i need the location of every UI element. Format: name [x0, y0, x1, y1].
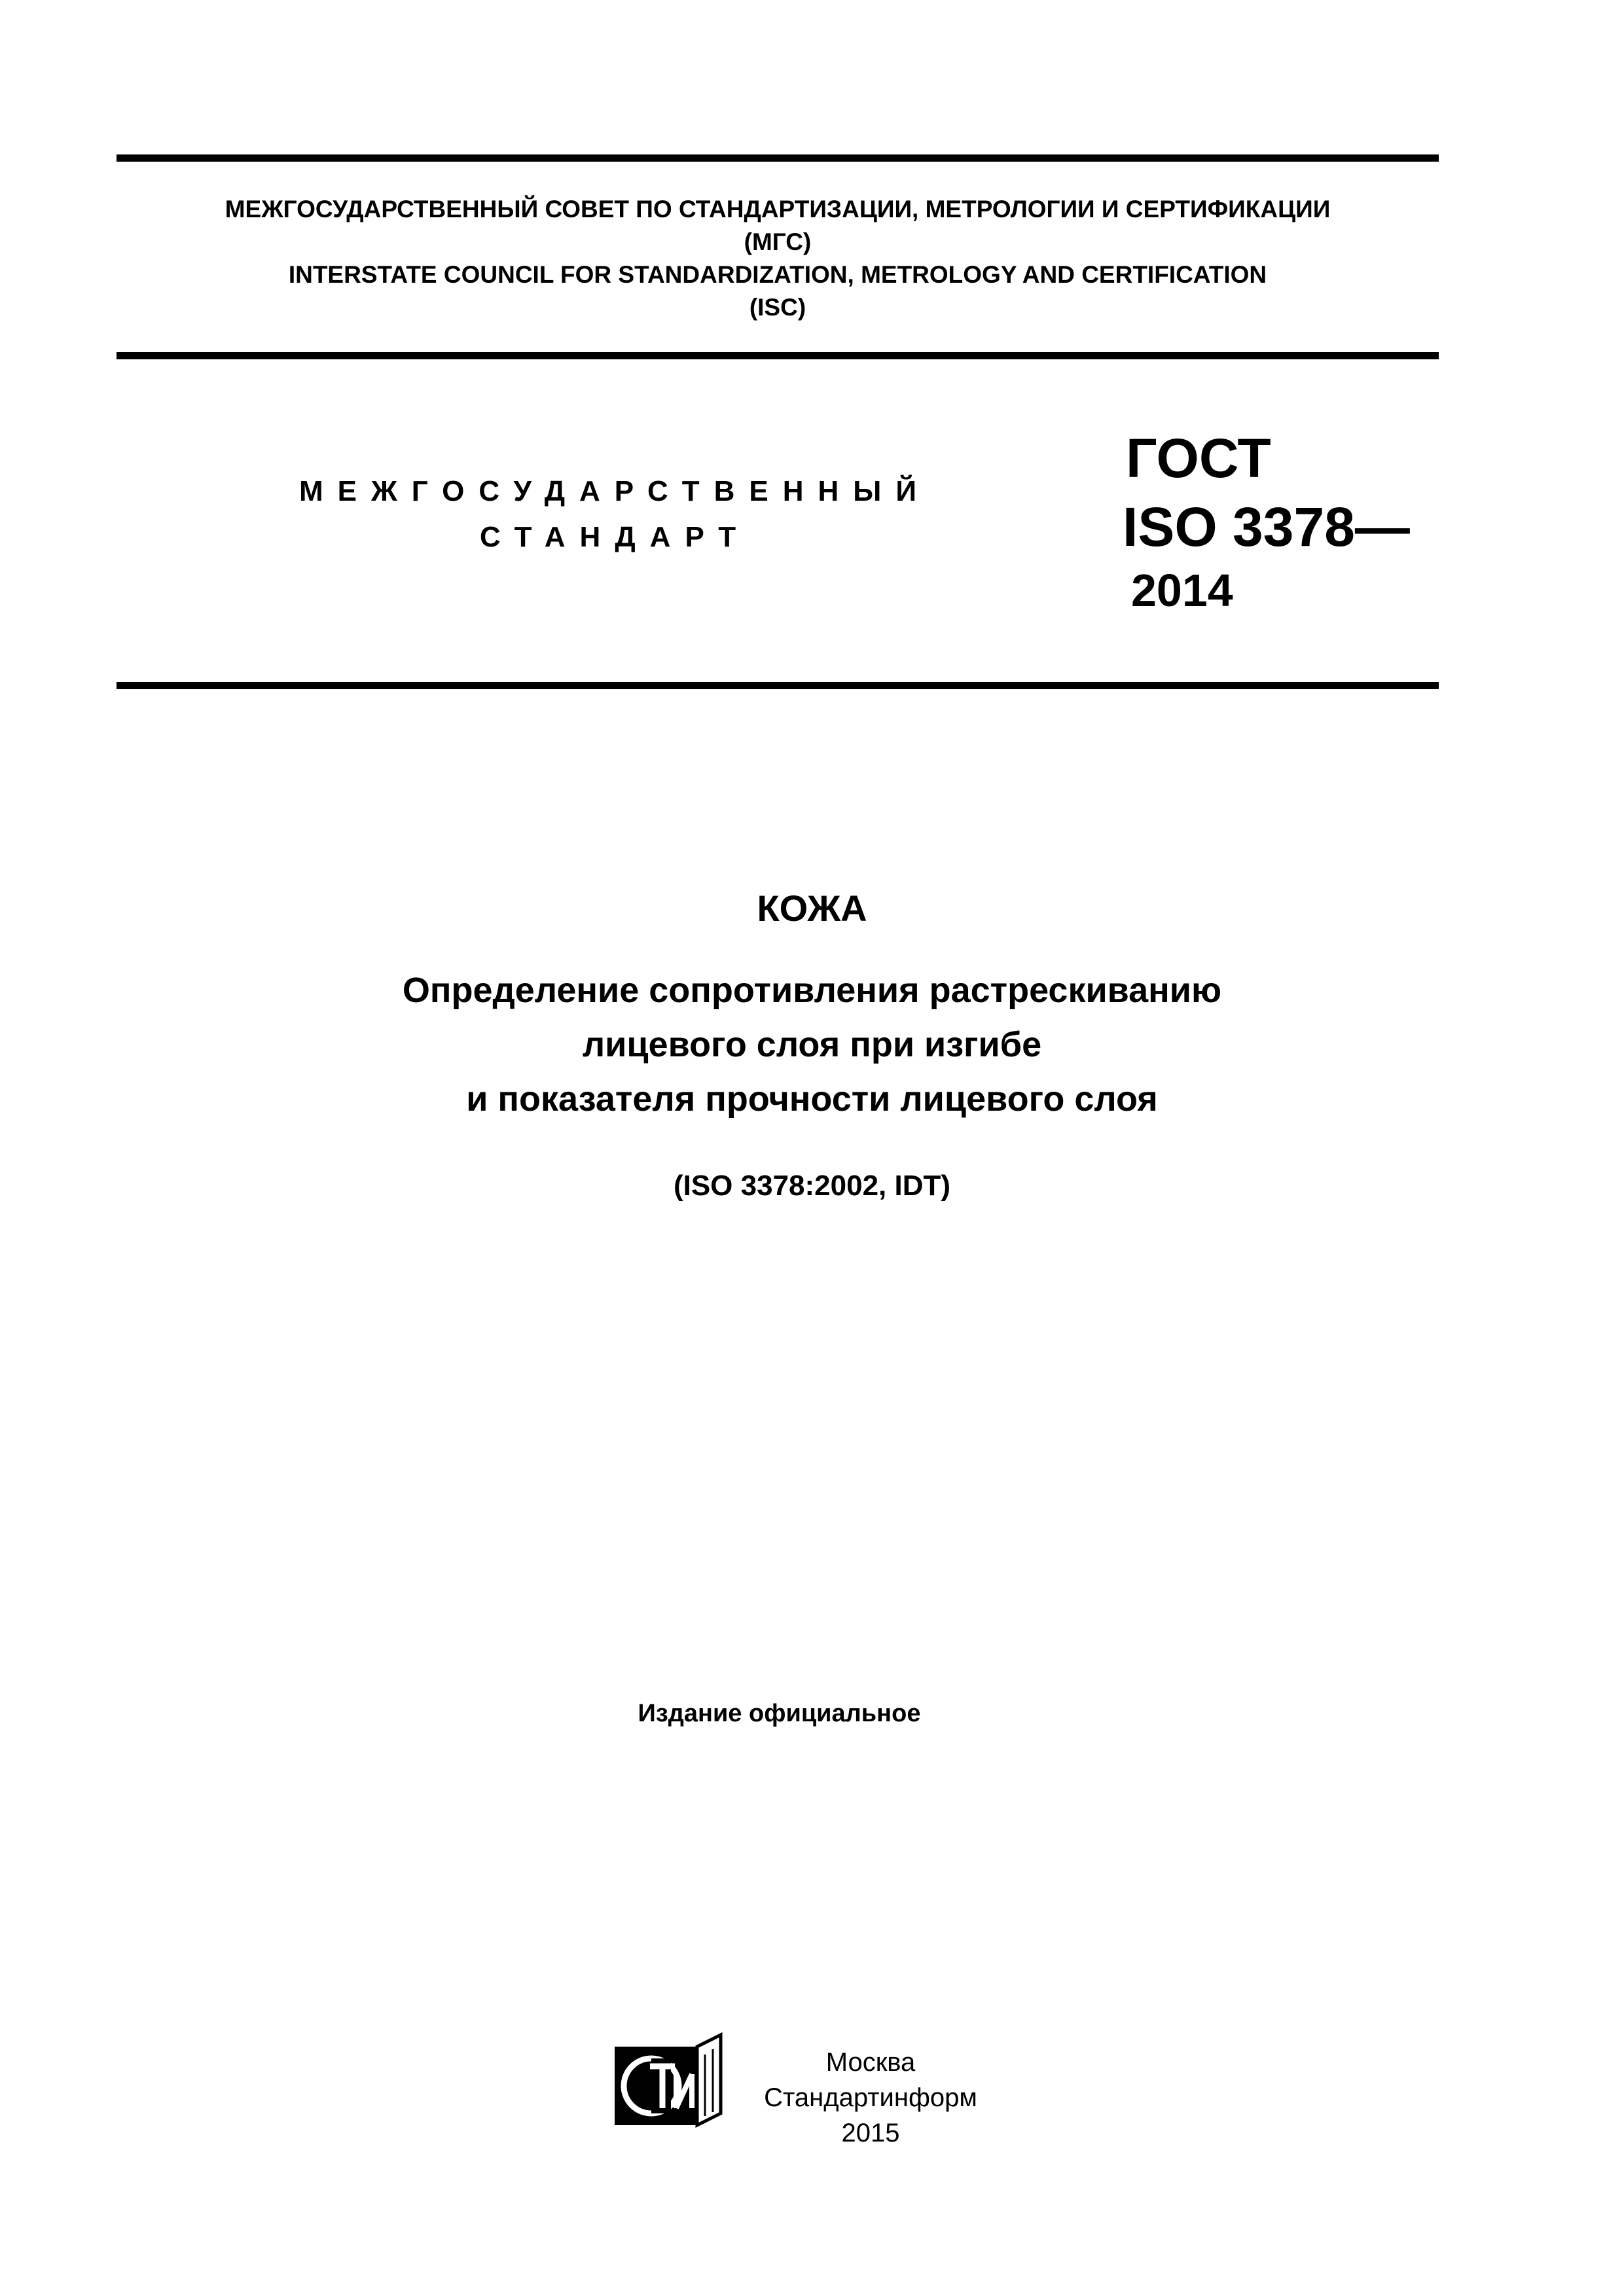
council-name-ru: МЕЖГОСУДАРСТВЕННЫЙ СОВЕТ ПО СТАНДАРТИЗАЦИИ, МЕТРОЛОГИИ И СЕРТИФИКАЦИИ	[225, 196, 1331, 223]
document-subtitle-line1: Определение сопротивления растрескиванию	[402, 971, 1222, 1010]
council-abbr-ru: (МГС)	[744, 228, 812, 255]
document-subtitle-line3: и показателя прочности лицевого слоя	[466, 1079, 1158, 1119]
standard-type-line2: СТАНДАРТ	[480, 521, 751, 553]
standartinform-logo-icon	[612, 2032, 723, 2130]
publisher-name: Стандартинформ	[764, 2083, 977, 2112]
designation-year: 2014	[1131, 565, 1233, 616]
iso-reference: (ISO 3378:2002, IDT)	[673, 1170, 951, 1202]
council-abbr-en: (ISC)	[749, 294, 806, 321]
designation-gost: ГОСТ	[1126, 427, 1271, 489]
standard-type-line1: МЕЖГОСУДАРСТВЕННЫЙ	[299, 475, 931, 507]
document-title: КОЖА	[757, 888, 867, 929]
top-rule	[117, 154, 1439, 162]
designation-number: ISO 3378—	[1123, 496, 1410, 558]
edition-label: Издание официальное	[638, 1700, 921, 1727]
council-bottom-rule	[117, 352, 1439, 359]
document-subtitle-line2: лицевого слоя при изгибе	[582, 1025, 1042, 1064]
publisher-city: Москва	[825, 2048, 916, 2077]
designation-bottom-rule	[117, 682, 1439, 689]
council-name-en: INTERSTATE COUNCIL FOR STANDARDIZATION, METROLOGY AND CERTIFICATION	[288, 261, 1267, 288]
publisher-year: 2015	[841, 2119, 900, 2147]
